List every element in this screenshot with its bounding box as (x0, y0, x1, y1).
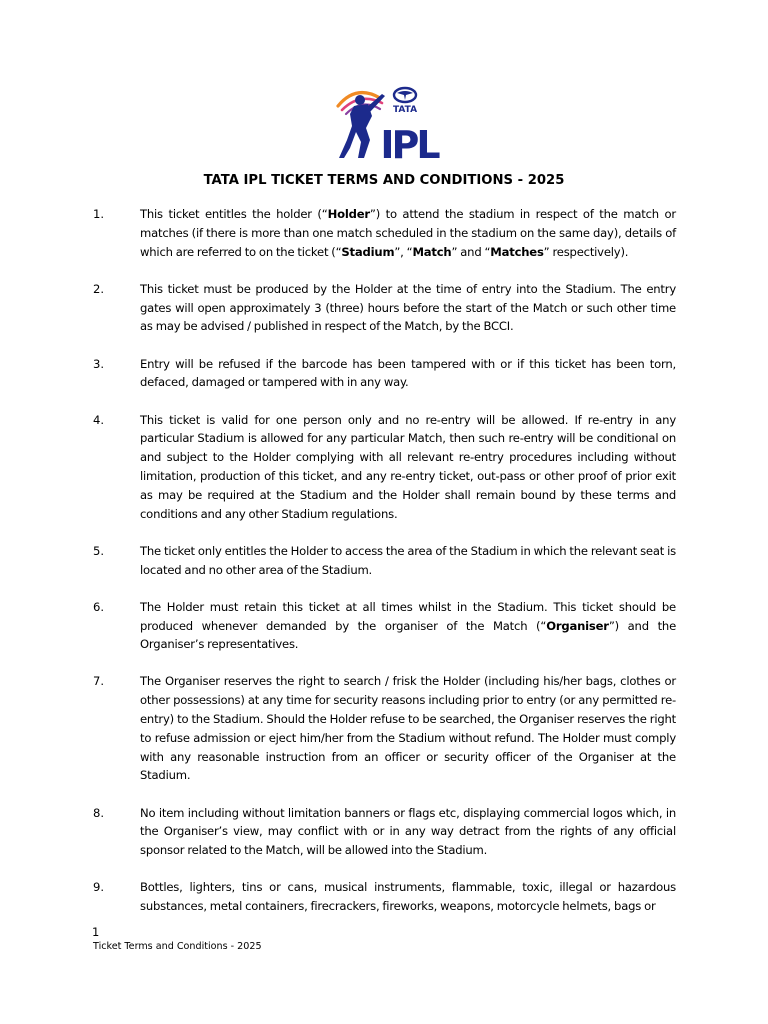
clause-number: 5. (93, 543, 105, 558)
clause-4 (0, 411, 768, 524)
tata-emblem-icon (394, 88, 416, 102)
clause-3 (0, 355, 768, 393)
clause-text-part: ” respectively). (543, 244, 629, 259)
clause-text-part: ”) to attend the stadium in respect of the match or matches (if there is more than one match scheduled in the stadium on the same day), details of which are referred to on the ticket (“ (140, 207, 676, 259)
logo-brand-main: IPL (380, 123, 438, 162)
clause-text-part: The Holder must retain this ticket at all times whilst in the Stadium. This ticket should be produced whenever demanded by the organiser of the Match (“ (140, 599, 676, 633)
clause-number: 9. (93, 880, 105, 895)
footer-text: Ticket Terms and Conditions - 2025 (93, 941, 262, 952)
clause-text-part: ”) and the Organiser’s representatives. (140, 618, 676, 652)
clause-2 (0, 280, 768, 336)
tata-ipl-logo (330, 86, 442, 162)
clause-text: Entry will be refused if the barcode has been tampered with or if this ticket has been torn, defaced, damaged or tampered with in any way. (140, 356, 676, 390)
clause-text: This ticket is valid for one person only and no re-entry will be allowed. If re-entry in any particular Stadium is allowed for any particular Match, then such re-entry will be conditional on and subject to the Holder complying with all relevant re-entry procedures including without limitation, production of this ticket, and any re-entry ticket, out-pass or other proof of prior exit as may be required at the Stadium and the Holder shall remain bound by these terms and conditions and any other Stadium regulations. (140, 412, 676, 521)
clause-text: Bottles, lighters, tins or cans, musical instruments, flammable, toxic, illegal or hazardous substances, metal containers, firecrackers, fireworks, weapons, motorcycle helmets, bags or (140, 880, 676, 914)
defined-term-stadium: Stadium (341, 244, 395, 259)
clause-text: The Organiser reserves the right to search / frisk the Holder (including his/her bags, clothes or other possessions) at any time for security reasons including prior to entry (or any permitted re-entry) to the Stadium. Should the Holder refuse to be searched, the Organiser reserves the right to refuse admission or eject him/her from the Stadium without refund. The Holder must comply with any reasonable instruction from an officer or security officer of the Organiser at the Stadium. (140, 674, 676, 783)
clause-9 (0, 878, 768, 916)
clause-8 (0, 804, 768, 860)
clause-text: The ticket only entitles the Holder to access the area of the Stadium in which the relevant seat is located and no other area of the Stadium. (140, 543, 676, 577)
clause-number: 7. (93, 674, 105, 689)
clause-text-part: This ticket entitles the holder (“ (140, 207, 328, 221)
defined-term-match: Match (412, 244, 452, 259)
clause-number: 1. (93, 207, 105, 221)
page-number: 1 (92, 925, 100, 939)
clause-text: This ticket must be produced by the Holder at the time of entry into the Stadium. The entry gates will open approximately 3 (three) hours before the start of the Match or such other time as may be advised / published in respect of the Match, by the BCCI. (140, 281, 676, 334)
document-title: TATA IPL TICKET TERMS AND CONDITIONS - 2025 (203, 173, 565, 188)
defined-term-matches: Matches (490, 244, 544, 259)
defined-term-holder: Holder (327, 207, 370, 221)
clause-number: 4. (93, 412, 105, 427)
clause-5 (0, 542, 768, 580)
clause-7 (0, 672, 768, 785)
clause-text (140, 598, 676, 654)
clause-number: 2. (93, 281, 105, 296)
clause-1 (0, 205, 768, 261)
batsman-icon (339, 94, 385, 158)
clause-list (0, 205, 768, 934)
clause-text-part: ” and “ (451, 244, 491, 259)
defined-term-organiser: Organiser (546, 618, 609, 633)
clause-number: 8. (93, 805, 105, 820)
clause-text (140, 205, 676, 261)
clause-text-part: ”, “ (394, 244, 413, 259)
clause-text: No item including without limitation banners or flags etc, displaying commercial logos which, in the Organiser’s view, may conflict with or in any way detract from the rights of any official sponsor related to the Match, will be allowed into the Stadium. (140, 805, 676, 858)
clause-6 (0, 598, 768, 654)
clause-number: 3. (93, 356, 105, 371)
logo-brand-top: TATA (392, 105, 418, 115)
clause-number: 6. (93, 599, 105, 614)
